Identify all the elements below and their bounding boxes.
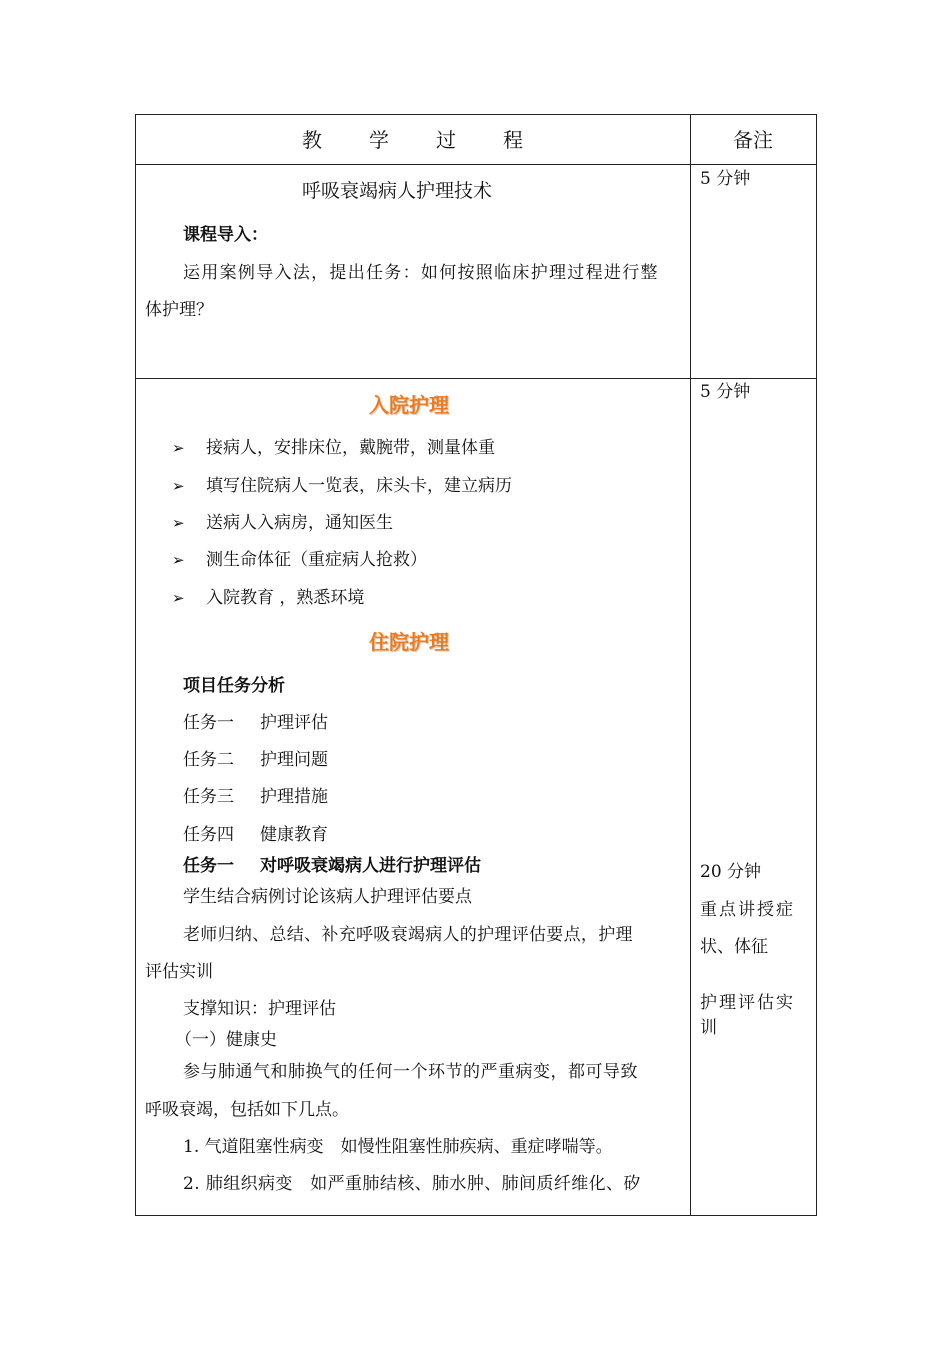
arrow-bullet-icon: ➢	[172, 551, 185, 569]
cause-item-1: 1. 气道阻塞性病变 如慢性阻塞性肺疾病、重症哮喘等。	[183, 1137, 613, 1157]
section-title-inpatient: 住院护理	[369, 630, 449, 654]
column-divider	[690, 114, 691, 1216]
task-number: 任务三	[183, 787, 234, 807]
bullet-item: 接病人，安排床位，戴腕带，测量体重	[206, 438, 495, 458]
header-char-3: 过	[436, 128, 456, 152]
discussion-text: 学生结合病例讨论该病人护理评估要点	[183, 887, 472, 907]
task-number: 任务二	[183, 750, 234, 770]
cause-line-2: 呼吸衰竭，包括如下几点。	[145, 1100, 349, 1120]
bullet-item: 填写住院病人一览表，床头卡，建立病历	[206, 476, 512, 496]
analysis-label: 项目任务分析	[183, 676, 285, 696]
bullet-item: 入院教育 ，熟悉环境	[206, 588, 365, 608]
support-knowledge: 支撑知识：护理评估	[183, 999, 336, 1019]
task-number: 任务一	[183, 713, 234, 733]
row2-note-focus-1: 重点讲授症	[700, 900, 795, 920]
arrow-bullet-icon: ➢	[172, 589, 185, 607]
bullet-item: 测生命体征（重症病人抢救）	[206, 550, 427, 570]
cause-item-2: 2. 肺组织病变 如严重肺结核、肺水肿、肺间质纤维化、矽	[183, 1174, 641, 1194]
arrow-bullet-icon: ➢	[172, 514, 185, 532]
section-title-admission: 入院护理	[369, 393, 449, 417]
task-name: 护理问题	[260, 750, 328, 770]
header-divider	[135, 164, 817, 165]
row1-note: 5 分钟	[700, 169, 751, 189]
row2-note-top: 5 分钟	[700, 382, 751, 402]
header-char-4: 程	[503, 128, 523, 152]
header-char-1: 教	[302, 128, 322, 152]
task1-heading-number: 任务一	[183, 856, 234, 876]
summary-line-1: 老师归纳、总结、补充呼吸衰竭病人的护理评估要点，护理	[183, 925, 633, 945]
intro-line-2: 体护理？	[145, 300, 213, 320]
task-name: 护理评估	[260, 713, 328, 733]
bullet-item: 送病人入病房，通知医生	[206, 513, 393, 533]
task-name: 健康教育	[260, 825, 328, 845]
cause-line-1: 参与肺通气和肺换气的任何一个环节的严重病变，都可导致	[183, 1062, 638, 1082]
row2-note-time: 20 分钟	[700, 862, 762, 882]
row2-note-practice-1: 护理评估实	[700, 993, 795, 1013]
header-char-2: 学	[369, 128, 389, 152]
task1-heading: 对呼吸衰竭病人进行护理评估	[260, 856, 481, 876]
intro-label: 课程导入：	[183, 225, 268, 245]
health-history-heading: （一）健康史	[175, 1030, 277, 1050]
header-notes: 备注	[733, 128, 773, 152]
row2-note-practice-2: 训	[700, 1018, 717, 1038]
row-divider	[135, 378, 817, 379]
arrow-bullet-icon: ➢	[172, 439, 185, 457]
task-name: 护理措施	[260, 787, 328, 807]
arrow-bullet-icon: ➢	[172, 477, 185, 495]
course-title: 呼吸衰竭病人护理技术	[302, 180, 493, 202]
intro-line-1: 运用案例导入法，提出任务：如何按照临床护理过程进行整	[183, 263, 659, 283]
task-number: 任务四	[183, 825, 234, 845]
summary-line-2: 评估实训	[145, 962, 213, 982]
row2-note-focus-2: 状、体征	[700, 937, 768, 957]
